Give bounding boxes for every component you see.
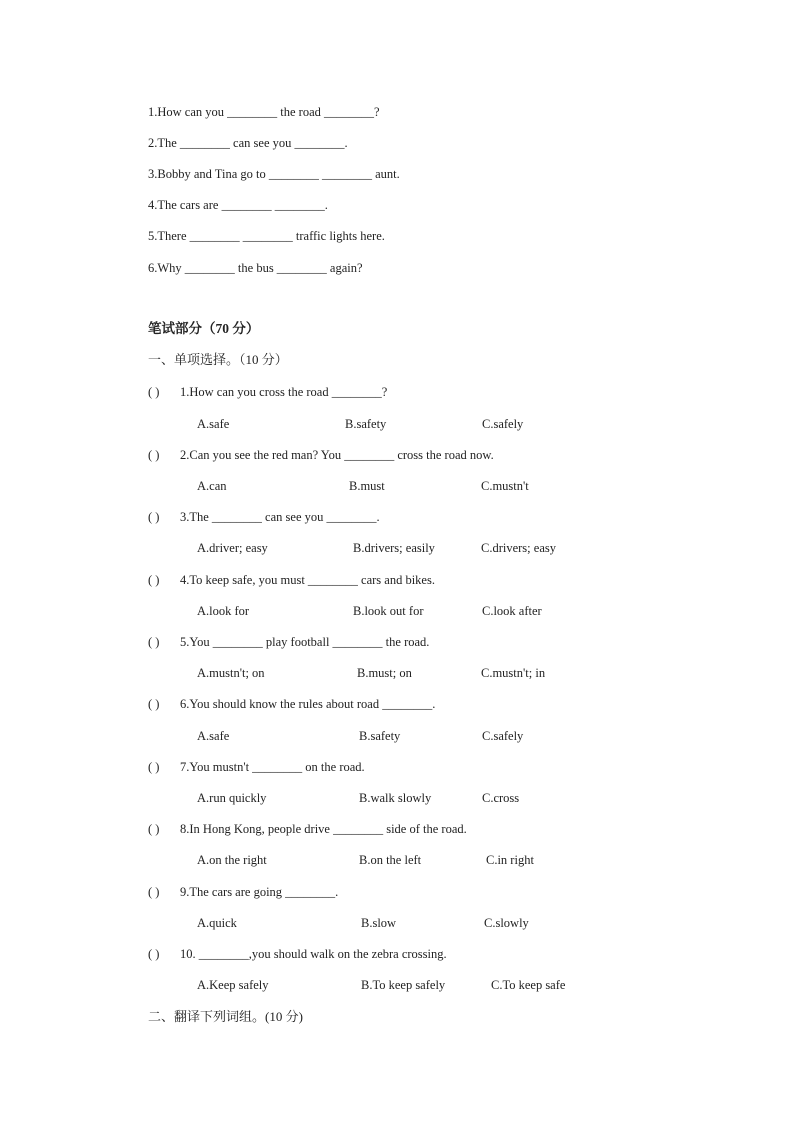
question-stem: 8.In Hong Kong, people drive ________ side of the road.	[180, 822, 467, 836]
question-2	[148, 447, 494, 463]
fill-in-line-4: 4.The cars are ________ ________.	[148, 198, 328, 212]
option-a: A.quick	[197, 916, 237, 930]
answer-bracket: ( )	[148, 635, 160, 649]
option-c: C.look after	[482, 604, 542, 618]
option-a: A.run quickly	[197, 791, 267, 805]
option-a: A.driver; easy	[197, 541, 268, 555]
answer-bracket: ( )	[148, 510, 160, 524]
option-a: A.Keep safely	[197, 978, 269, 992]
option-a: A.safe	[197, 729, 230, 743]
question-stem: 9.The cars are going ________.	[180, 885, 339, 899]
option-b: B.safety	[359, 729, 401, 743]
question-9	[148, 884, 338, 900]
question-7	[148, 759, 365, 775]
option-a: A.mustn't; on	[197, 666, 265, 680]
question-stem: 7.You mustn't ________ on the road.	[180, 760, 365, 774]
question-stem: 1.How can you cross the road ________?	[180, 385, 388, 399]
answer-bracket: ( )	[148, 947, 160, 961]
option-c: C.mustn't	[481, 479, 529, 493]
part1-title: 一、单项选择。（10 分）	[148, 352, 288, 367]
answer-bracket: ( )	[148, 385, 160, 399]
option-c: C.To keep safe	[491, 978, 566, 992]
question-6	[148, 696, 435, 712]
option-b: B.slow	[361, 916, 397, 930]
option-c: C.cross	[482, 791, 520, 805]
fill-in-line-1: 1.How can you ________ the road ________?	[148, 105, 380, 119]
option-a: A.on the right	[197, 853, 267, 867]
question-stem: 5.You ________ play football ________ the road.	[180, 635, 430, 649]
option-c: C.in right	[486, 853, 534, 867]
section-title: 笔试部分（70 分）	[148, 321, 260, 336]
option-c: C.safely	[482, 417, 524, 431]
answer-bracket: ( )	[148, 885, 160, 899]
answer-bracket: ( )	[148, 822, 160, 836]
answer-bracket: ( )	[148, 448, 160, 462]
question-8	[148, 821, 467, 837]
question-stem: 3.The ________ can see you ________.	[180, 510, 380, 524]
option-b: B.safety	[345, 417, 387, 431]
option-b: B.must	[349, 479, 385, 493]
option-c: C.drivers; easy	[481, 541, 556, 555]
option-a: A.look for	[197, 604, 250, 618]
fill-in-line-2: 2.The ________ can see you ________.	[148, 136, 348, 150]
answer-bracket: ( )	[148, 697, 160, 711]
option-b: B.look out for	[353, 604, 424, 618]
option-b: B.To keep safely	[361, 978, 446, 992]
question-5	[148, 634, 429, 650]
option-b: B.on the left	[359, 853, 422, 867]
fill-in-line-5: 5.There ________ ________ traffic lights here.	[148, 229, 385, 243]
fill-in-line-3: 3.Bobby and Tina go to ________ ________ aunt.	[148, 167, 400, 181]
part2-title: 二、翻译下列词组。(10 分)	[148, 1009, 303, 1024]
question-1	[148, 384, 387, 400]
option-a: A.safe	[197, 417, 230, 431]
option-c: C.slowly	[484, 916, 529, 930]
option-c: C.safely	[482, 729, 524, 743]
question-stem: 6.You should know the rules about road ________.	[180, 697, 436, 711]
option-b: B.drivers; easily	[353, 541, 435, 555]
option-c: C.mustn't; in	[481, 666, 546, 680]
question-10	[148, 946, 447, 962]
question-stem: 2.Can you see the red man? You ________ cross the road now.	[180, 448, 494, 462]
option-b: B.walk slowly	[359, 791, 432, 805]
answer-bracket: ( )	[148, 760, 160, 774]
option-a: A.can	[197, 479, 227, 493]
fill-in-line-6: 6.Why ________ the bus ________ again?	[148, 261, 363, 275]
question-stem: 4.To keep safe, you must ________ cars and bikes.	[180, 573, 435, 587]
answer-bracket: ( )	[148, 573, 160, 587]
question-4	[148, 572, 435, 588]
question-3	[148, 509, 380, 525]
option-b: B.must; on	[357, 666, 412, 680]
question-stem: 10. ________,you should walk on the zebra crossing.	[180, 947, 447, 961]
